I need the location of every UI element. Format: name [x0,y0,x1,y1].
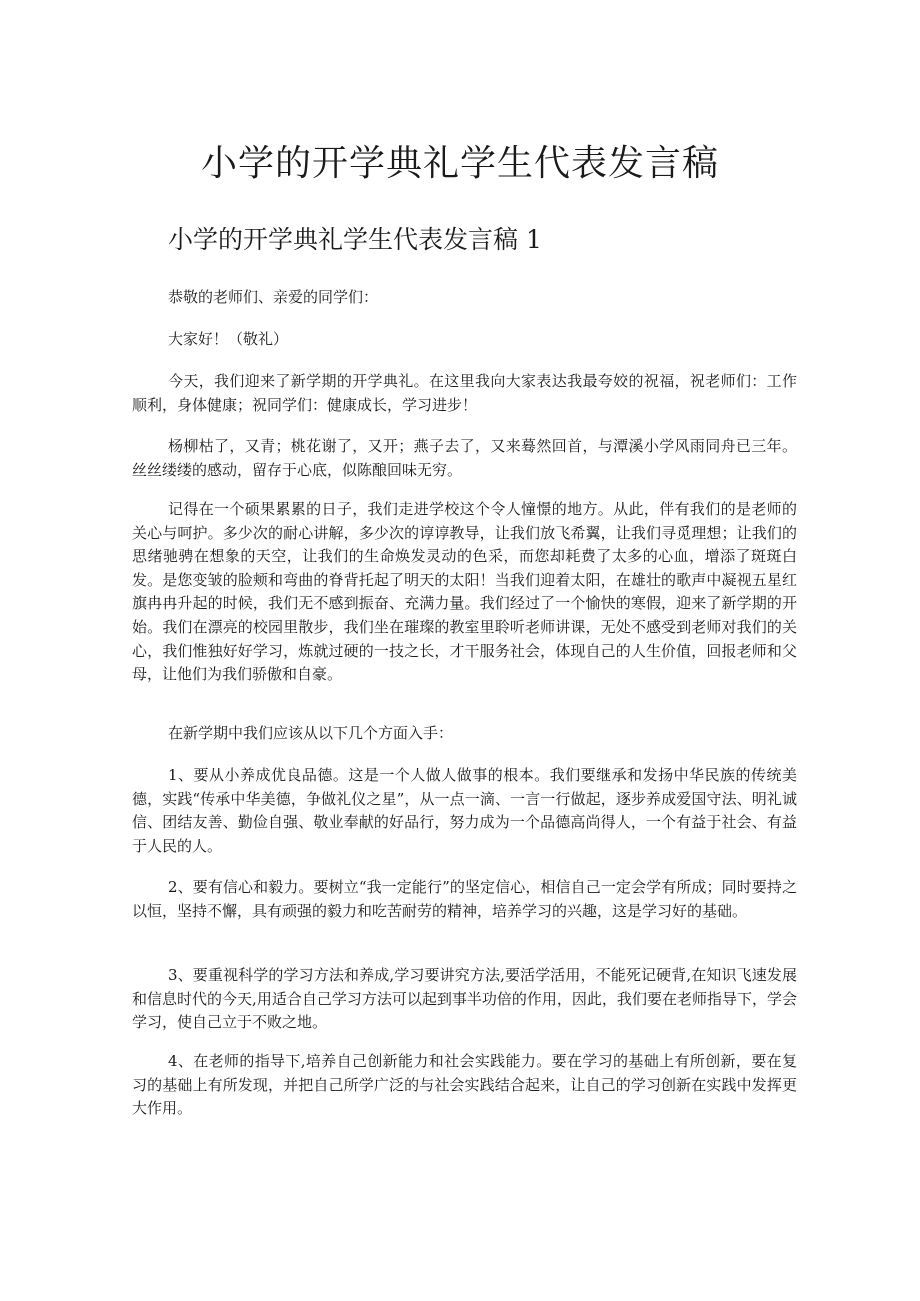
paragraph-willow: 杨柳枯了，又青；桃花谢了，又开；燕子去了，又来蓦然回首，与潭溪小学风雨同舟已三年。丝丝缕缕的感动，留存于心底，似陈酿回味无穷。 [132,437,797,479]
paragraph-item-1: 1、要从小养成优良品德。这是一个人做人做事的根本。我们要继承和发扬中华民族的传统美德，实践“传承中华美德，争做礼仪之星”，从一点一滴、一言一行做起，逐步养成爱国守法、明礼诚信、团结友善、勤俭自强、敬业奉献的好品行，努力成为一个品德高尚得人，一个有益于社会、有益于人民的人。 [132,766,797,855]
paragraph-item-2: 2、要有信心和毅力。要树立“我一定能行”的坚定信心，相信自己一定会学有所成；同时要持之以恒，坚持不懈，具有顽强的毅力和吃苦耐劳的精神，培养学习的兴趣，这是学习好的基础。 [132,878,797,920]
paragraph-greeting: 恭敬的老师们、亲爱的同学们： [168,288,379,306]
paragraph-remember: 记得在一个硕果累累的日子，我们走进学校这个令人憧憬的地方。从此，伴有我们的是老师的关心与呵护。多少次的耐心讲解，多少次的谆谆教导，让我们放飞希翼，让我们寻觅理想；让我们的思绪驰骋在想象的天空，让我们的生命焕发灵动的色采，而您却耗费了太多的心血，增添了斑斑白发。是您变皱的脸颊和弯曲的脊背托起了明天的太阳！当我们迎着太阳，在雄壮的歌声中凝视五星红旗冉冉升起的时候，我们无不感到振奋、充满力量。我们经过了一个愉快的寒假，迎来了新学期的开始。我们在漂亮的校园里散步，我们坐在璀璨的教室里聆听老师讲课，无处不感受到老师对我们的关心，我们惟独好好学习，炼就过硬的一技之长，才干服务社会，体现自己的人生价值，回报老师和父母，让他们为我们骄傲和自豪。 [132,500,797,684]
document-title: 小学的开学典礼学生代表发言稿 [200,143,719,184]
section-title: 小学的开学典礼学生代表发言稿 1 [168,225,542,254]
paragraph-hello: 大家好！（敬礼） [168,330,289,348]
paragraph-item-3: 3、要重视科学的学习方法和养成,学习要讲究方法,要活学活用，不能死记硬背,在知识飞速发展和信息时代的今天,用适合自己学习方法可以起到事半功倍的作用，因此，我们要在老师指导下，学会学习，使自己立于不败之地。 [132,966,797,1032]
paragraph-today: 今天，我们迎来了新学期的开学典礼。在这里我向大家表达我最夸姣的祝福，祝老师们：工作顺利，身体健康；祝同学们：健康成长，学习进步！ [132,372,797,414]
paragraph-item-4: 4、在老师的指导下,培养自己创新能力和社会实践能力。要在学习的基础上有所创新，要在复习的基础上有所发现，并把自己所学广泛的与社会实践结合起来，让自己的学习创新在实践中发挥更大作用。 [132,1052,797,1118]
paragraph-intro: 在新学期中我们应该从以下几个方面入手： [168,724,454,742]
